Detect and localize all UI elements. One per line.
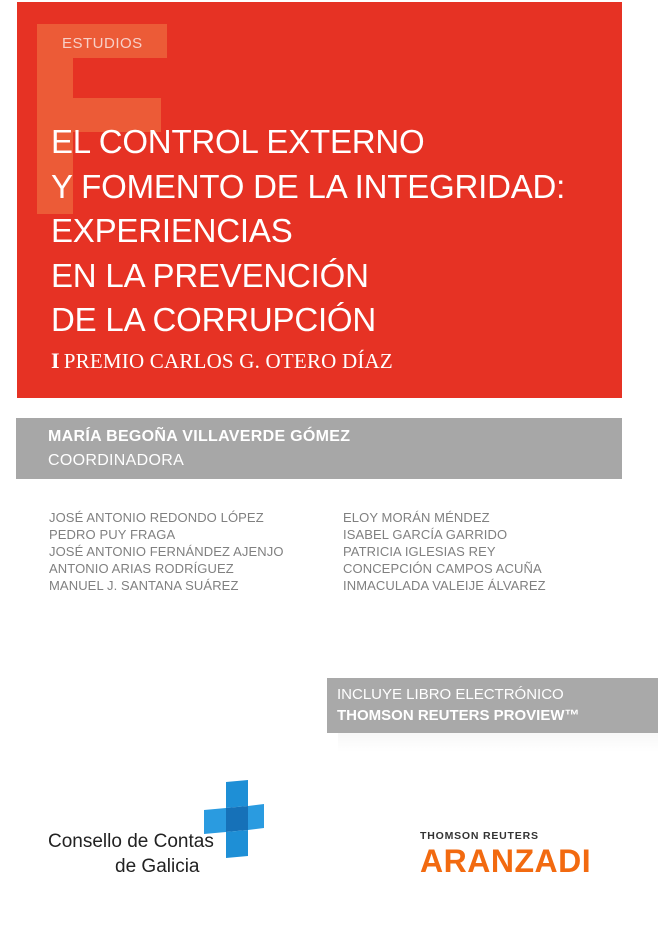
author-name: ISABEL GARCÍA GARRIDO [343,527,508,542]
publisher-logo [420,830,591,880]
ebook-badge [327,678,658,733]
coordinator-band [16,418,622,479]
author-name: MANUEL J. SANTANA SUÁREZ [49,578,239,593]
author-name: JOSÉ ANTONIO FERNÁNDEZ AJENJO [49,544,284,559]
title-line: Y FOMENTO DE LA INTEGRIDAD: [51,167,566,205]
prize-numeral: I [51,348,60,373]
coordinator-role: COORDINADORA [48,452,185,469]
title-line: EXPERIENCIAS [51,212,293,249]
series-label: ESTUDIOS [62,35,143,52]
author-name: ELOY MORÁN MÉNDEZ [343,510,490,525]
institution-name-line-2: de Galicia [115,856,200,877]
ebook-line-1: INCLUYE LIBRO ELECTRÓNICO [337,686,564,703]
book-title [51,120,611,343]
author-name: CONCEPCIÓN CAMPOS ACUÑA [343,561,542,576]
author-name: ANTONIO ARIAS RODRÍGUEZ [49,561,234,576]
prize-subtitle [51,348,393,374]
author-name: PATRICIA IGLESIAS REY [343,544,496,559]
institution-logo [48,780,268,890]
publisher-name: ARANZADI [420,843,592,879]
author-name: JOSÉ ANTONIO REDONDO LÓPEZ [49,510,264,525]
institution-name-line-1: Consello de Contas [48,831,214,852]
coordinator-name: MARÍA BEGOÑA VILLAVERDE GÓMEZ [48,428,351,445]
author-name: INMACULADA VALEIJE ÁLVAREZ [343,578,546,593]
title-line: EN LA PREVENCIÓN [51,256,369,294]
title-line: EL CONTROL EXTERNO [51,123,425,160]
publisher-parent-name: THOMSON REUTERS [420,830,539,842]
title-line: DE LA CORRUPCIÓN [51,301,377,338]
authors-list-right [343,509,546,594]
ebook-line-2: THOMSON REUTERS PROVIEW™ [337,707,580,724]
authors-list-left [49,509,284,594]
cover-title-panel [17,2,622,398]
author-name: PEDRO PUY FRAGA [49,527,176,542]
prize-text: PREMIO CARLOS G. OTERO DÍAZ [63,349,393,373]
